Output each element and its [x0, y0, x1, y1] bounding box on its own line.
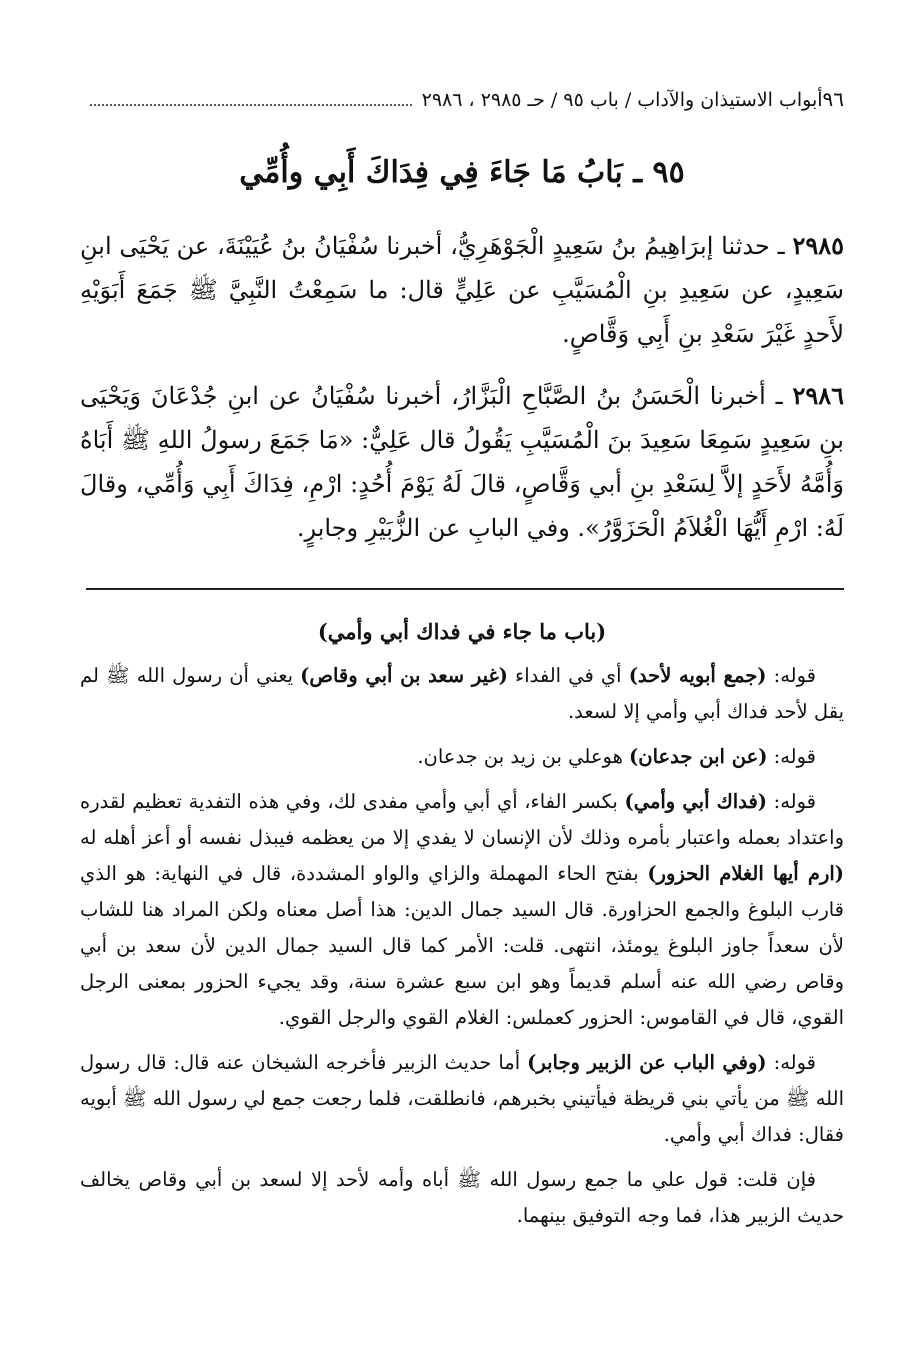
commentary-text: بكسر الفاء، أي أبي وأمي مفدى لك، وفي هذه التفدية تعظيم لقدره واعتداد بعمله واعتبار بأمره وذلك لأن الإنسان لا يفدي إلا من يعظمه فيبذل نفسه أو أعز أهله له: [80, 790, 844, 849]
chapter-title: ٩٥ ـ بَابُ مَا جَاءَ فِي فِدَاكَ أَبِي وأُمِّي: [239, 155, 685, 190]
commentary-paragraph: [80, 658, 844, 730]
header-dotted-leader: [90, 104, 412, 106]
hadith-text: ـ حدثنا إبرَاهِيمُ بنُ سَعِيدٍ الْجَوْهَرِيُّ، أخبرنا سُفْيَانُ بنُ عُيَيْنَةَ، عن يَحْيَى ابنِ سَعِيدٍ، عن سَعِيدِ بنِ الْمُسَيَّبِ عن عَلِيٍّ قال: ما سَمِعْتُ النَّبِيَّ ﷺ جَمَعَ أَبَوَيْهِ لأَحدٍ غَيْرَ سَعْدِ بنِ أَبِي وَقَّاصٍ.: [80, 232, 844, 348]
commentary-text: أي في الفداء: [507, 664, 629, 687]
commentary-quote: (ارم أيها الغلام الحزور): [647, 862, 844, 885]
running-header: [80, 86, 844, 113]
commentary-text: قوله:: [767, 790, 816, 813]
commentary-quote: (غير سعد بن أبي وقاص): [300, 664, 508, 687]
commentary-text: قوله:: [766, 664, 816, 687]
commentary-text: فإن قلت: قول علي ما جمع رسول الله ﷺ أباه وأمه لأحد إلا لسعد بن أبي وقاص يخالف حديث الزبير هذا، فما وجه التوفيق بينهما.: [80, 1168, 844, 1227]
commentary-text: هوعلي بن زيد بن جدعان.: [417, 745, 630, 768]
commentary-title: (باب ما جاء في فداك أبي وأمي): [317, 619, 607, 644]
commentary-text: أما حديث الزبير فأخرجه الشيخان عنه قال: قال رسول الله ﷺ من يأتي بني قريظة فيأتيني بخبرهم، فانطلقت، فلما رجعت جمع لي رسول الله ﷺ أبويه فقال: فداك أبي وأمي.: [80, 1051, 844, 1146]
commentary-paragraph: [80, 1045, 844, 1153]
hadith-text: ـ أخبرنا الْحَسَنُ بنُ الصَّبَّاحِ الْبَزَّارُ، أخبرنا سُفْيَانُ عن ابنِ جُدْعَانَ وَيَحْيَى بنِ سَعِيدٍ سَمِعَا سَعِيدَ بنَ الْمُسَيَّبِ يَقُولُ قال عَلِيٌّ: «مَا جَمَعَ رسولُ اللهِ ﷺ أَبَاهُ وَأُمَّهُ لأَحَدٍ إلاَّ لِسَعْدِ بنِ أبي وَقَّاصٍ، قالَ لَهُ يَوْمَ أُحُدٍ: ارْمِ، فِدَاكَ أَبِي وَأُمِّي، وقالَ لَهُ: ارْمِ أَيُّهَا الْغُلاَمُ الْحَزَوَّرُ». وفي البابِ عن الزُّبَيْرِ وجابرٍ.: [80, 382, 844, 542]
hadith-number: ٢٩٨٦: [792, 381, 844, 410]
page-number: ٩٦: [822, 87, 844, 111]
commentary-text: بفتح الحاء المهملة والزاي والواو المشددة، قال في النهاية: هو الذي قارب البلوغ والجمع الحزاورة. قال السيد جمال الدين: هذا أصل معناه ولكن المراد هنا للشاب لأن سعداً جاوز البلوغ يومئذ، انتهى. قلت: الأمر كما قال السيد جمال الدين لأن سعد بن أبي وقاص رضي الله عنه أسلم قديماً وهو ابن سبع عشرة سنة، وقد يجيء الحزور بمعنى الرجل القوي، قال في القاموس: الحزور كعملس: الغلام القوي والرجل القوي.: [80, 862, 844, 1029]
commentary: [80, 612, 844, 1243]
commentary-text: يعني أن رسول الله ﷺ لم يقل لأحد فداك أبي وأمي إلا لسعد.: [80, 664, 844, 723]
commentary-paragraph: [80, 784, 844, 1036]
commentary-quote: (وفي الباب عن الزبير وجابر): [527, 1051, 767, 1074]
hadith-2986: [80, 374, 844, 550]
hadith-2985: [80, 224, 844, 356]
commentary-quote: (جمع أبويه لأحد): [628, 664, 767, 687]
commentary-quote: (عن ابن جدعان): [629, 745, 768, 768]
section-divider: [86, 588, 844, 590]
commentary-quote: (فداك أبي وأمي): [624, 790, 768, 813]
commentary-text: قوله:: [766, 1051, 816, 1074]
commentary-paragraph: [80, 1162, 844, 1234]
hadith-number: ٢٩٨٥: [792, 231, 844, 260]
header-title: أبواب الاستيذان والآداب / باب ٩٥ / حـ ٢٩٨٥ ، ٢٩٨٦: [421, 89, 823, 111]
commentary-text: قوله:: [767, 745, 816, 768]
commentary-paragraph: [80, 739, 844, 775]
